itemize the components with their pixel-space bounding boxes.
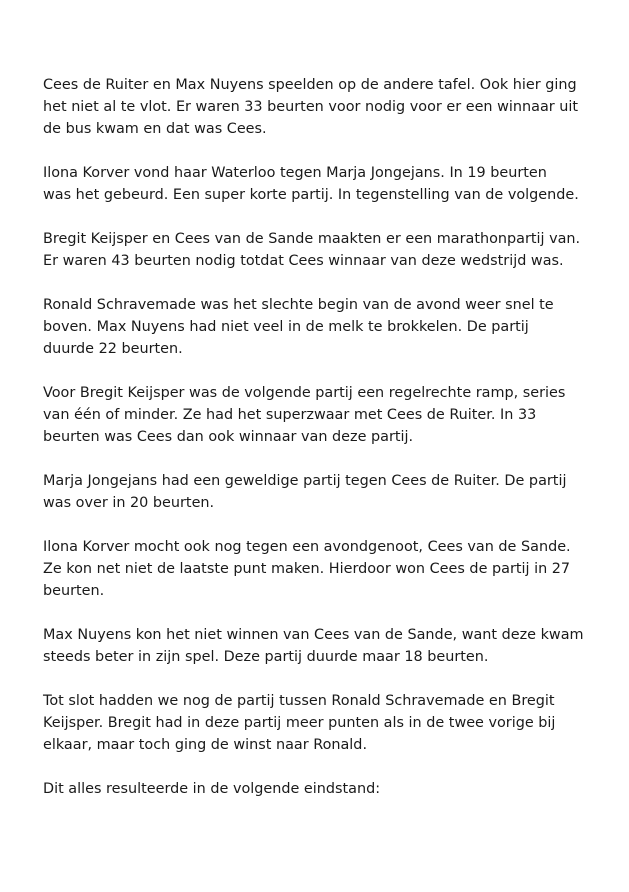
text-line: boven. Max Nuyens had niet veel in de melk te brokkelen. De partij bbox=[43, 319, 529, 335]
paragraph bbox=[43, 228, 603, 272]
paragraph bbox=[43, 470, 603, 514]
text-line: Dit alles resulteerde in de volgende eindstand: bbox=[43, 781, 381, 797]
text-line: Marja Jongejans had een geweldige partij tegen Cees de Ruiter. De partij bbox=[43, 473, 567, 489]
text-line: Max Nuyens kon het niet winnen van Cees van de Sande, want deze kwam bbox=[43, 627, 584, 643]
document-body bbox=[43, 74, 603, 822]
paragraph bbox=[43, 536, 603, 602]
text-line: Bregit Keijsper en Cees van de Sande maakten er een marathonpartij van. bbox=[43, 231, 581, 247]
text-line: Ilona Korver mocht ook nog tegen een avondgenoot, Cees van de Sande. bbox=[43, 539, 571, 555]
text-line: Tot slot hadden we nog de partij tussen Ronald Schravemade en Bregit bbox=[43, 693, 555, 709]
text-line: beurten was Cees dan ook winnaar van deze partij. bbox=[43, 429, 414, 445]
paragraph bbox=[43, 74, 603, 140]
text-line: was het gebeurd. Een super korte partij. In tegenstelling van de volgende. bbox=[43, 187, 579, 203]
text-line: de bus kwam en dat was Cees. bbox=[43, 121, 267, 137]
text-line: Ilona Korver vond haar Waterloo tegen Marja Jongejans. In 19 beurten bbox=[43, 165, 547, 181]
text-line: het niet al te vlot. Er waren 33 beurten voor nodig voor er een winnaar uit bbox=[43, 99, 579, 115]
paragraph bbox=[43, 624, 603, 668]
paragraph bbox=[43, 162, 603, 206]
text-line: duurde 22 beurten. bbox=[43, 341, 183, 357]
text-line: elkaar, maar toch ging de winst naar Ronald. bbox=[43, 737, 368, 753]
text-line: Ronald Schravemade was het slechte begin van de avond weer snel te bbox=[43, 297, 554, 313]
text-line: Ze kon net niet de laatste punt maken. Hierdoor won Cees de partij in 27 bbox=[43, 561, 571, 577]
paragraph bbox=[43, 294, 603, 360]
text-line: Er waren 43 beurten nodig totdat Cees winnaar van deze wedstrijd was. bbox=[43, 253, 564, 269]
paragraph bbox=[43, 690, 603, 756]
text-line: van één of minder. Ze had het superzwaar met Cees de Ruiter. In 33 bbox=[43, 407, 537, 423]
text-line: beurten. bbox=[43, 583, 105, 599]
text-line: Keijsper. Bregit had in deze partij meer punten als in de twee vorige bij bbox=[43, 715, 556, 731]
text-line: Cees de Ruiter en Max Nuyens speelden op de andere tafel. Ook hier ging bbox=[43, 77, 577, 93]
paragraph bbox=[43, 382, 603, 448]
text-line: Voor Bregit Keijsper was de volgende partij een regelrechte ramp, series bbox=[43, 385, 566, 401]
text-line: steeds beter in zijn spel. Deze partij duurde maar 18 beurten. bbox=[43, 649, 489, 665]
paragraph bbox=[43, 778, 603, 800]
text-line: was over in 20 beurten. bbox=[43, 495, 215, 511]
